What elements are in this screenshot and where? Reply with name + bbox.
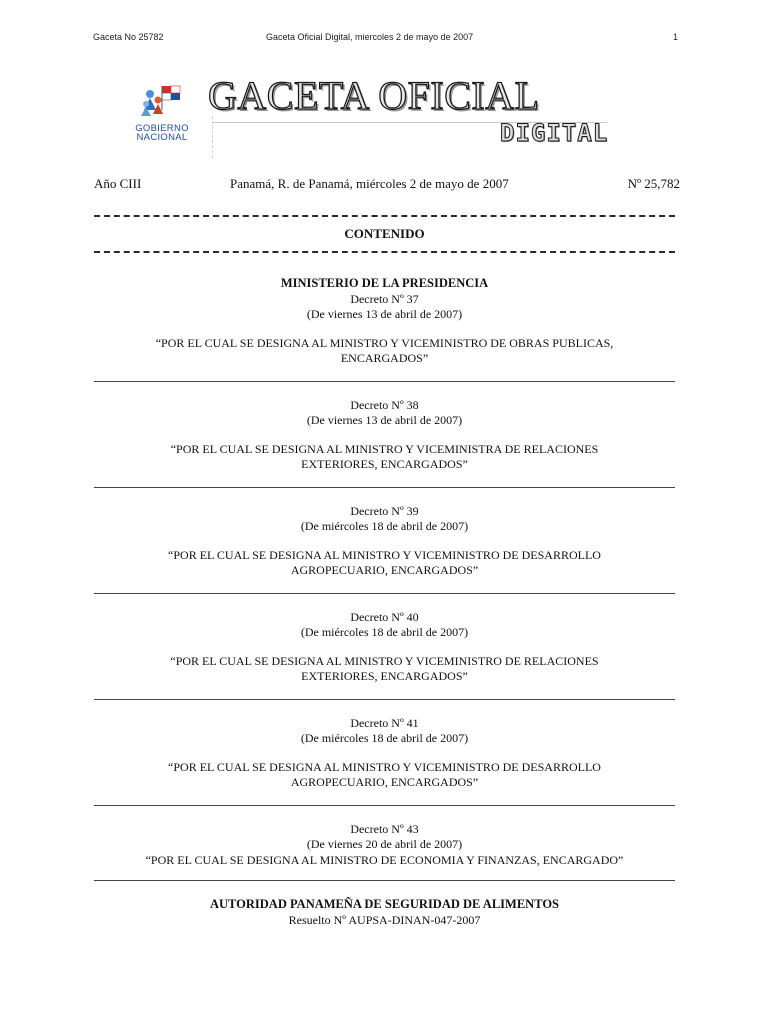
- running-header: [93, 32, 678, 46]
- flag-figures-icon: [140, 80, 184, 124]
- issue-info: [94, 176, 680, 194]
- entry-divider: [94, 880, 675, 881]
- decree-date: (De viernes 20 de abril de 2007): [306, 837, 463, 851]
- decree-number: Decreto Nº 37: [350, 291, 419, 306]
- decree-number: Decreto Nº 40: [350, 609, 419, 624]
- decree-title: EXTERIORES, ENCARGADOS”: [301, 669, 468, 683]
- logo-line-1: GOBIERNO: [135, 123, 189, 134]
- decree-title: “POR EL CUAL SE DESIGNA AL MINISTRO Y VICEMINISTRO DE RELACIONES: [170, 653, 599, 668]
- decree-number: Decreto Nº 43: [350, 821, 419, 836]
- decree-title: EXTERIORES, ENCARGADOS”: [301, 457, 468, 471]
- contents-heading: CONTENIDO: [344, 226, 425, 241]
- decree-title: “POR EL CUAL SE DESIGNA AL MINISTRO Y VICEMINISTRO DE OBRAS PUBLICAS,: [155, 335, 614, 350]
- decree-date: (De miércoles 18 de abril de 2007): [300, 731, 469, 745]
- decree-number: Decreto Nº 41: [350, 715, 419, 730]
- gobierno-nacional-logo: [126, 80, 198, 146]
- decree-date: (De viernes 13 de abril de 2007): [306, 413, 463, 427]
- decree-title: AGROPECUARIO, ENCARGADOS”: [290, 775, 479, 789]
- entry-divider: [94, 805, 675, 806]
- page-number: 1: [672, 32, 678, 42]
- issue-place-date: Panamá, R. de Panamá, miércoles 2 de mayo de 2007: [230, 176, 509, 191]
- issue-number: Nº 25,782: [627, 176, 680, 191]
- title-vertical-rule: [212, 116, 214, 158]
- entry-divider: [94, 487, 675, 488]
- section-organization: AUTORIDAD PANAMEÑA DE SEGURIDAD DE ALIMENTOS: [209, 897, 559, 911]
- decree-title: “POR EL CUAL SE DESIGNA AL MINISTRO Y VICEMINISTRA DE RELACIONES: [170, 441, 599, 456]
- gazette-date-header: Gaceta Oficial Digital, miercoles 2 de mayo de 2007: [266, 32, 474, 42]
- decree-date: (De miércoles 18 de abril de 2007): [300, 519, 469, 533]
- decree-title: ENCARGADOS”: [340, 351, 429, 365]
- toc-entry: [94, 716, 675, 791]
- logo-line-2: NACIONAL: [136, 132, 188, 143]
- entry-divider: [94, 593, 675, 594]
- toc-entry: [94, 398, 675, 473]
- masthead: [120, 70, 620, 165]
- gazette-number-header: Gaceta No 25782: [93, 32, 164, 42]
- logo-text: [126, 124, 198, 142]
- decree-title: AGROPECUARIO, ENCARGADOS”: [290, 563, 479, 577]
- toc-entry: [94, 504, 675, 579]
- gazette-title: GACETA OFICIAL: [208, 73, 540, 118]
- entry-divider: [94, 699, 675, 700]
- decree-number: Resuelto Nº AUPSA-DINAN-047-2007: [288, 912, 481, 927]
- toc-entry: [94, 292, 675, 367]
- entry-divider: [94, 381, 675, 382]
- decree-date: (De viernes 13 de abril de 2007): [306, 307, 463, 321]
- decree-title: “POR EL CUAL SE DESIGNA AL MINISTRO DE ECONOMIA Y FINANZAS, ENCARGADO”: [145, 852, 624, 867]
- issue-year: Año CIII: [94, 176, 142, 191]
- section-organization: MINISTERIO DE LA PRESIDENCIA: [280, 276, 489, 290]
- dashed-divider-bottom: [94, 251, 675, 263]
- decree-date: (De miércoles 18 de abril de 2007): [300, 625, 469, 639]
- decree-title: “POR EL CUAL SE DESIGNA AL MINISTRO Y VICEMINISTRO DE DESARROLLO: [168, 547, 601, 562]
- decree-number: Decreto Nº 38: [350, 397, 419, 412]
- gazette-subtitle: DIGITAL: [500, 119, 609, 147]
- table-of-contents: [94, 276, 675, 928]
- toc-entry: [94, 822, 675, 869]
- decree-number: Decreto Nº 39: [350, 503, 419, 518]
- toc-entry: [94, 610, 675, 685]
- decree-title: “POR EL CUAL SE DESIGNA AL MINISTRO Y VICEMINISTRO DE DESARROLLO: [168, 759, 601, 774]
